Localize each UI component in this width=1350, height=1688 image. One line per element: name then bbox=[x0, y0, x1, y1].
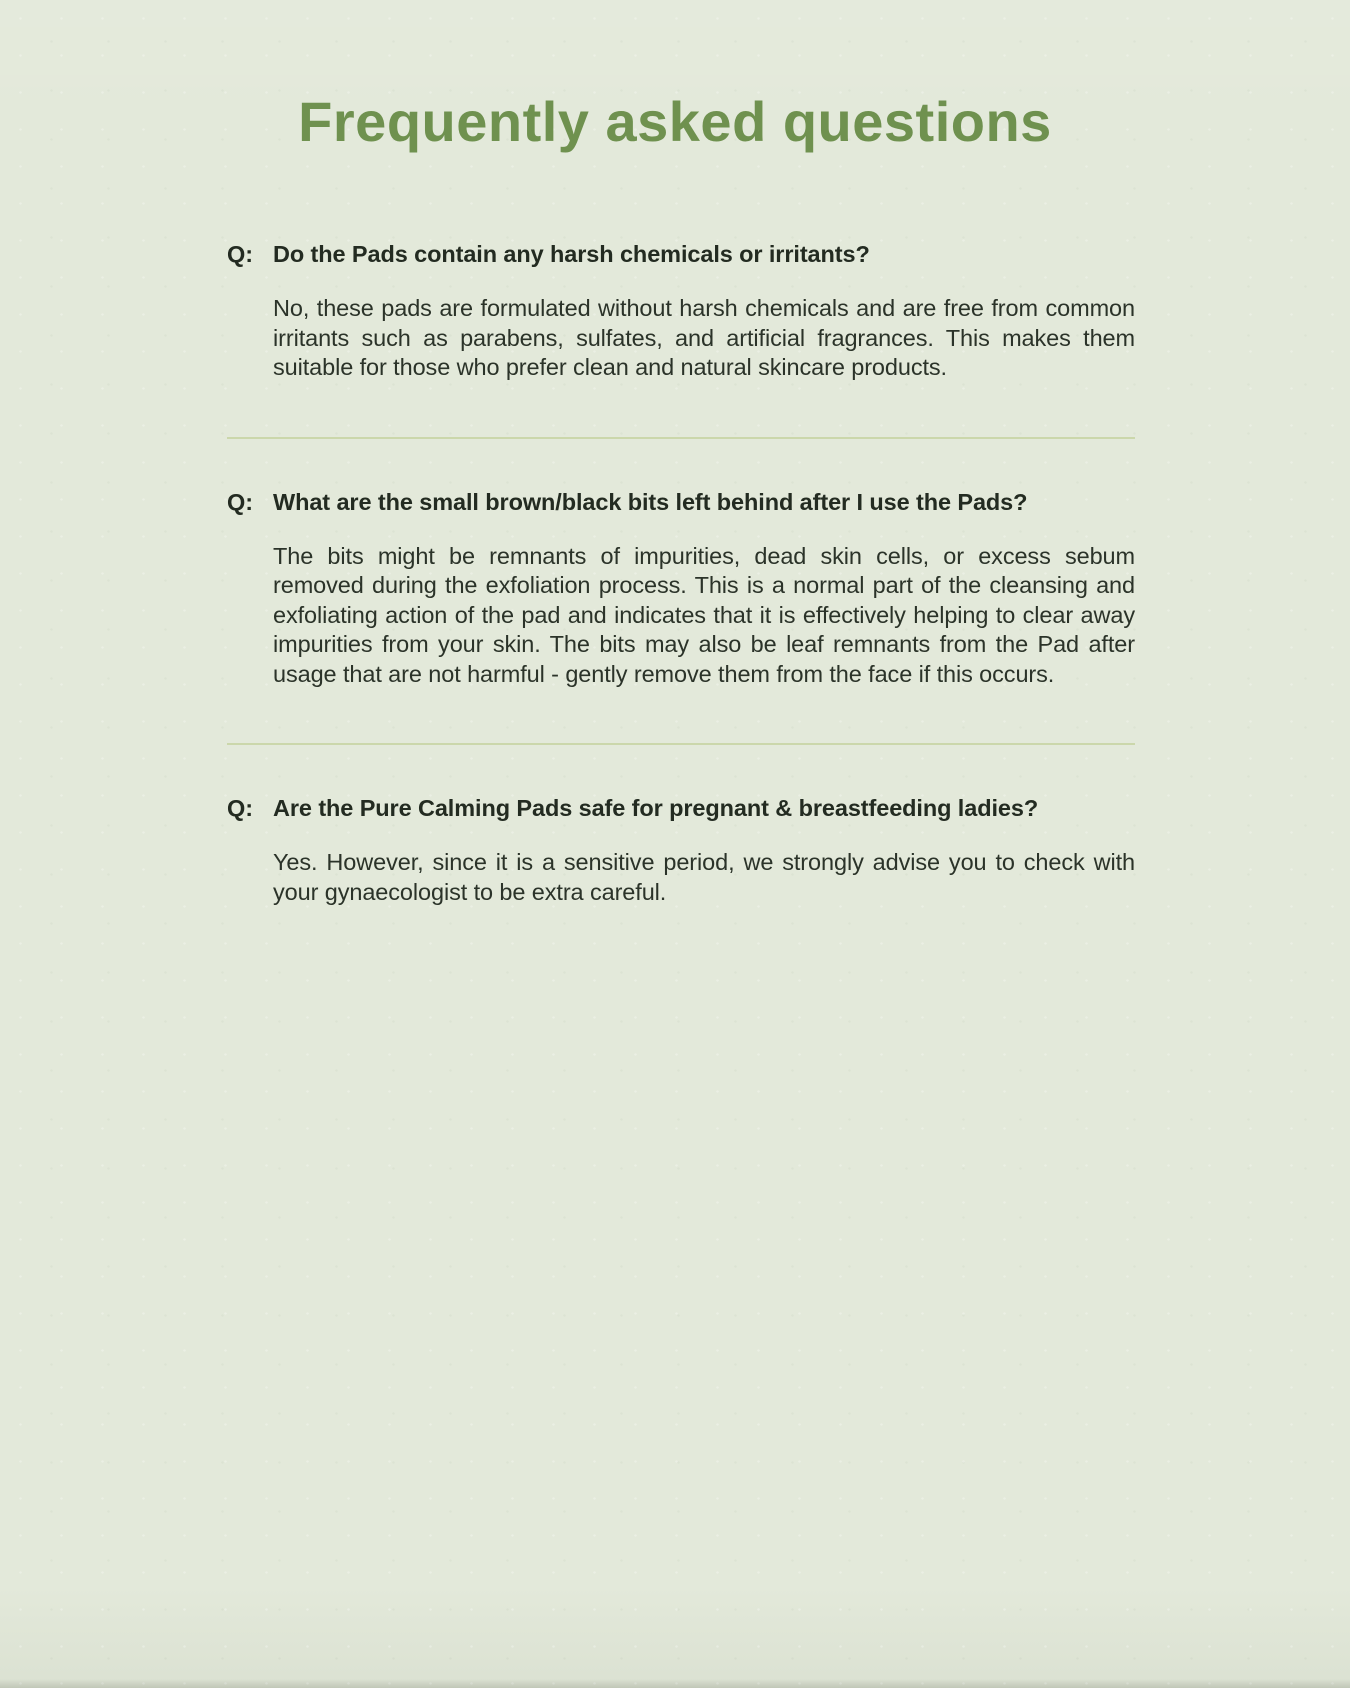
faq-item-2 bbox=[227, 487, 1135, 690]
answer-text-2: The bits might be remnants of impurities, dead skin cells, or excess sebum removed during the exfoliation process. This is a normal part of the cleansing and exfoliating action of the pad and indicates that it is effectively helping to clear away impurities from your skin. The bits may also be leaf remnants from the Pad after usage that are not harmful - gently remove them from the face if this occurs. bbox=[273, 542, 1135, 687]
question-text-1: Do the Pads contain any harsh chemicals or irritants? bbox=[273, 241, 870, 268]
question-text-2: What are the small brown/black bits left behind after I use the Pads? bbox=[273, 488, 1028, 515]
question-prefix: Q: bbox=[227, 795, 254, 822]
answer-text-3: Yes. However, since it is a sensitive period, we strongly advise you to check with your gynaecologist to be extra careful. bbox=[273, 849, 1135, 905]
section-divider-2 bbox=[227, 743, 1135, 745]
question-text-3: Are the Pure Calming Pads safe for pregnant & breastfeeding ladies? bbox=[273, 795, 1039, 822]
faq-list bbox=[227, 239, 1135, 907]
answer-text-1: No, these pads are formulated without harsh chemicals and are free from common irritants such as parabens, sulfates, and artificial fragrances. This makes them suitable for those who prefer clean and natural skincare products. bbox=[273, 295, 1135, 381]
faq-item-1 bbox=[227, 239, 1135, 383]
question-prefix: Q: bbox=[227, 241, 254, 268]
section-divider-1 bbox=[227, 437, 1135, 439]
page-title: Frequently asked questions bbox=[298, 90, 1052, 153]
question-prefix: Q: bbox=[227, 488, 254, 515]
faq-item-3 bbox=[227, 793, 1135, 907]
